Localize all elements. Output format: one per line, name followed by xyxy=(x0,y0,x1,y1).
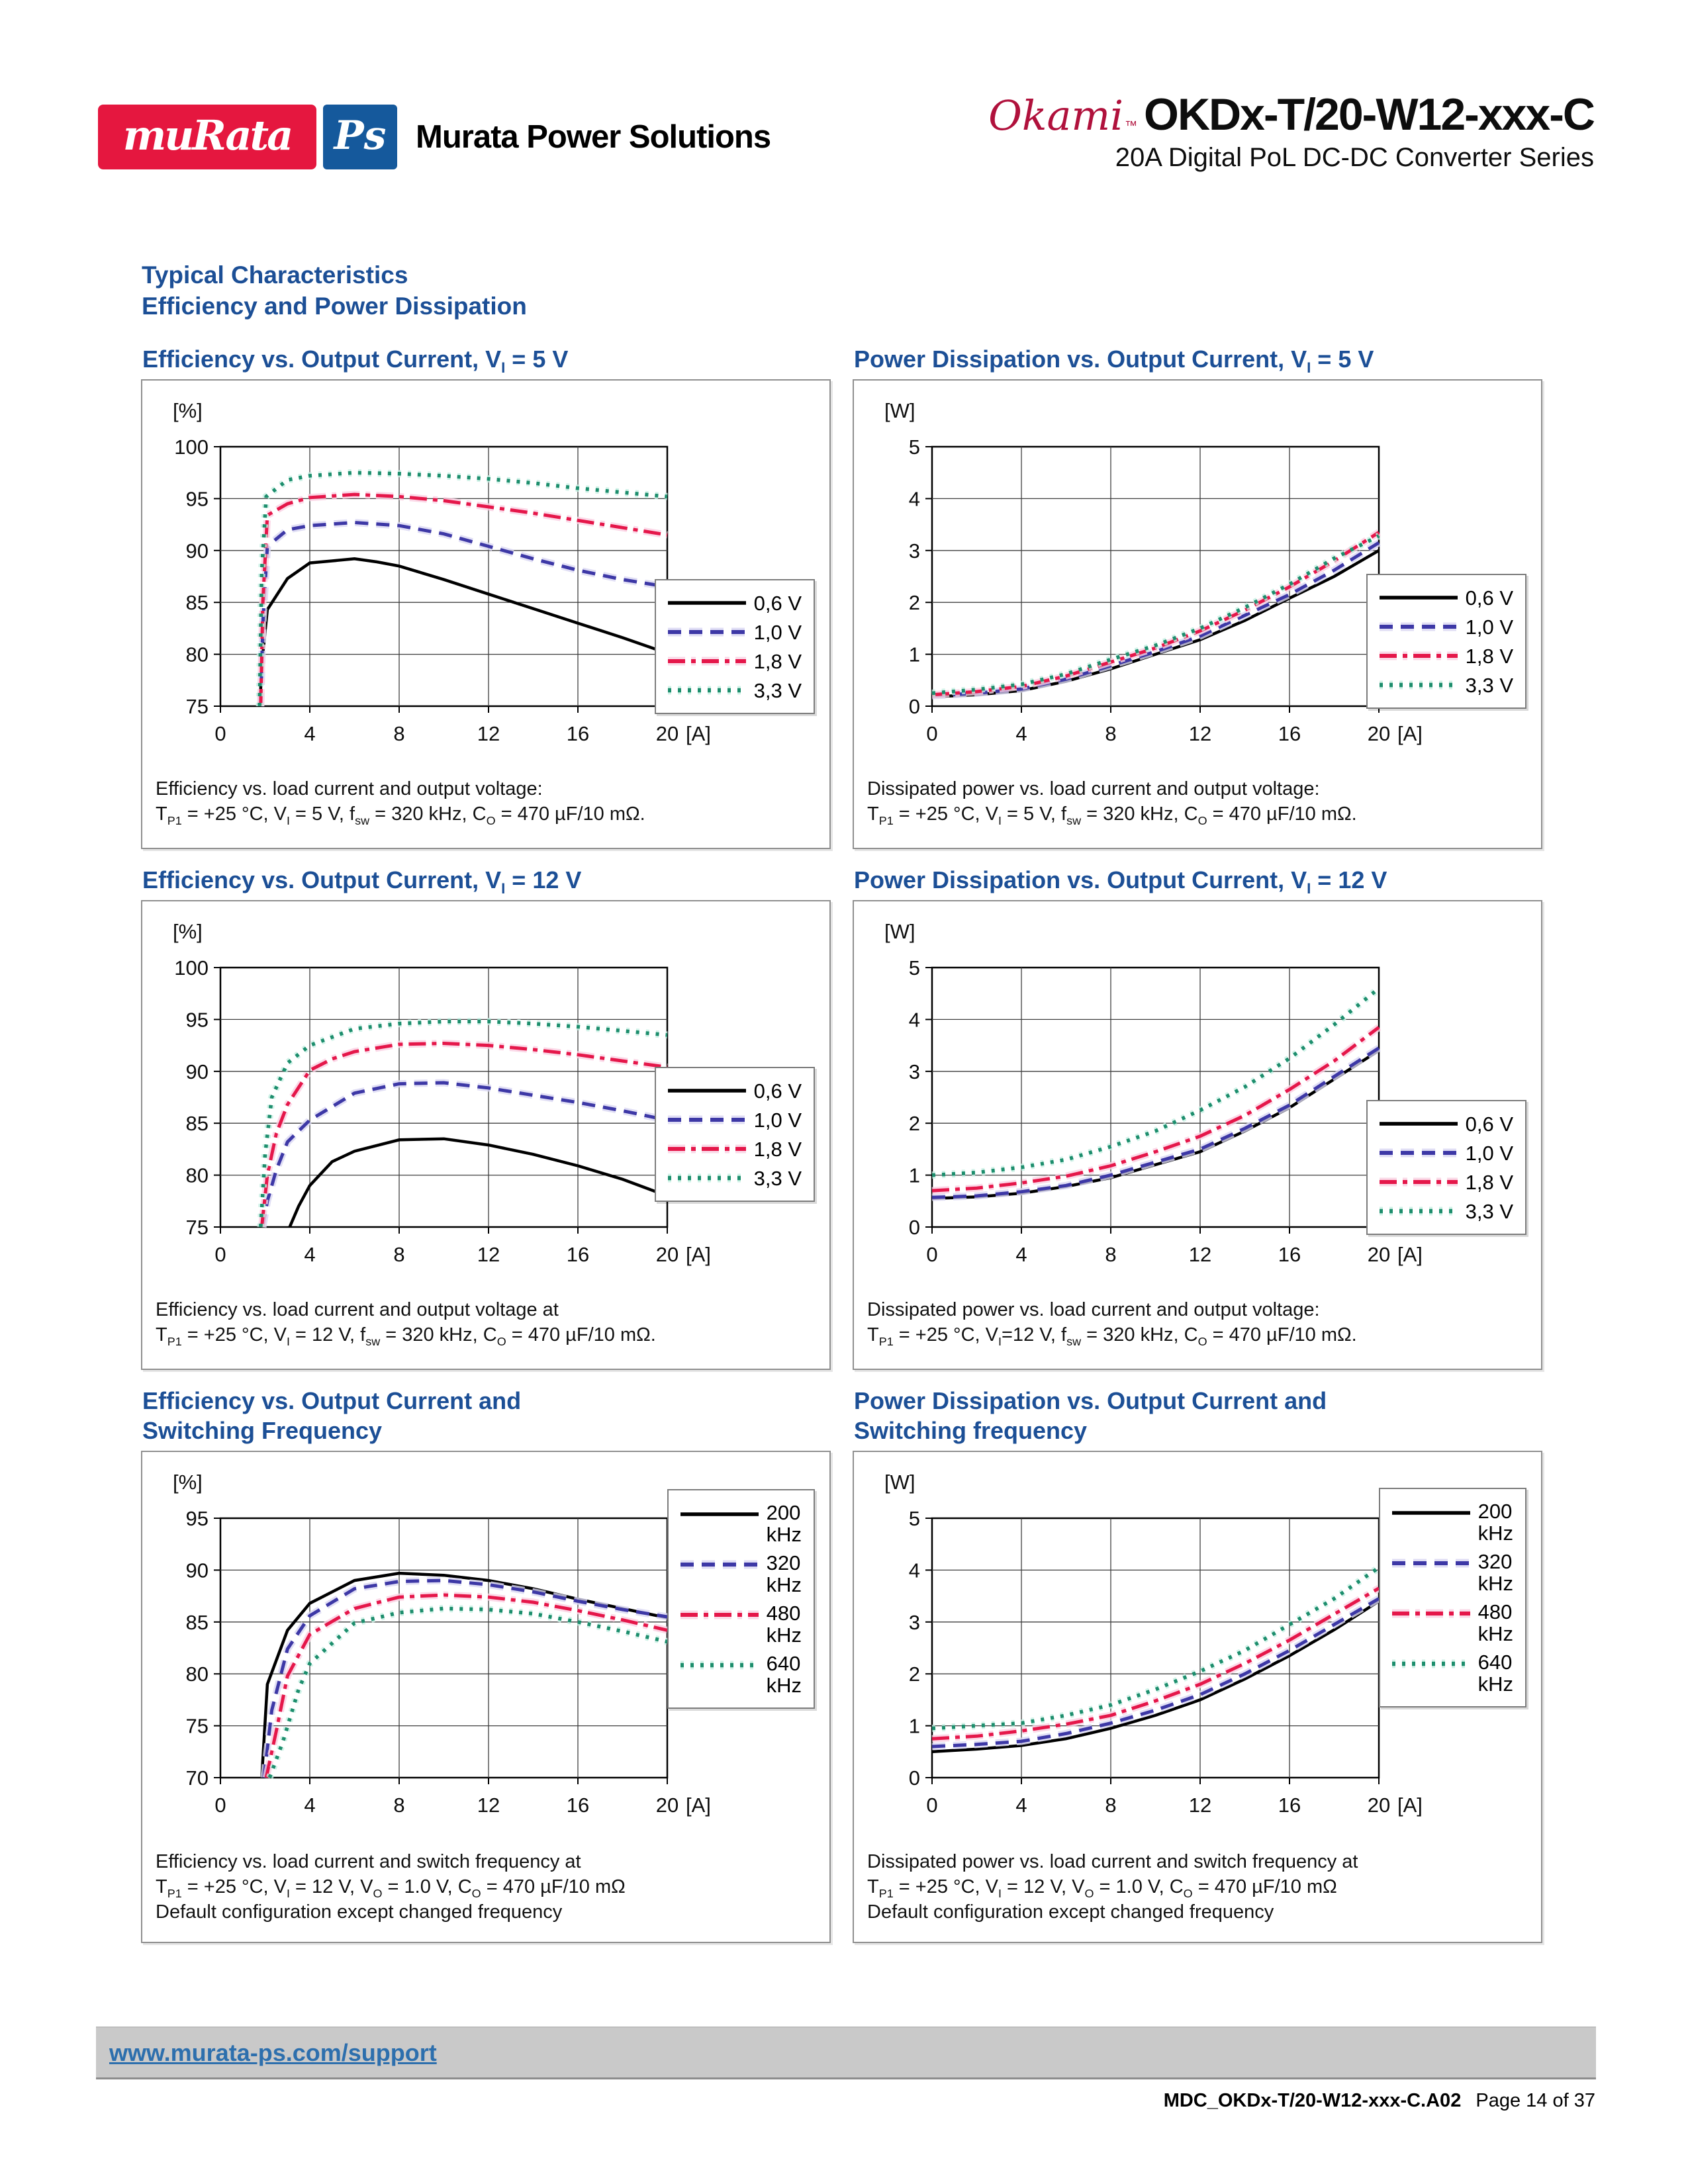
charts-grid xyxy=(141,344,1542,1943)
series-line xyxy=(290,1139,667,1227)
svg-text:20: 20 xyxy=(1367,1794,1391,1817)
chart-title: Power Dissipation vs. Output Current, $V_I = 5$ V xyxy=(854,345,1374,377)
series-halo xyxy=(932,543,1379,696)
legend-item xyxy=(1380,1109,1513,1138)
legend-item xyxy=(680,1552,802,1596)
chart-frame xyxy=(141,900,831,1370)
legend-label: 200 kHz xyxy=(1477,1500,1513,1545)
legend-sample-line xyxy=(668,1173,746,1183)
svg-text:4: 4 xyxy=(1015,1243,1027,1266)
legend-sample-line xyxy=(1392,1609,1470,1618)
legend-item xyxy=(1380,1138,1513,1167)
svg-text:0: 0 xyxy=(214,1794,226,1817)
legend-label: 3,3 V xyxy=(1465,673,1513,697)
svg-text:12: 12 xyxy=(1188,722,1212,745)
legend-sample-line xyxy=(680,1661,759,1670)
series-line xyxy=(932,1599,1379,1747)
svg-text:20: 20 xyxy=(655,1794,679,1817)
series-line xyxy=(259,473,667,706)
legend-item xyxy=(1380,670,1513,700)
svg-text:[W]: [W] xyxy=(884,920,915,943)
svg-text:85: 85 xyxy=(185,1610,209,1634)
chart-title: Efficiency vs. Output Current and Switching Frequency xyxy=(142,1387,522,1444)
legend-item xyxy=(668,676,802,705)
brand-name: Murata Power Solutions xyxy=(416,119,771,155)
svg-text:95: 95 xyxy=(185,487,209,511)
svg-text:12: 12 xyxy=(477,1794,500,1817)
legend-item xyxy=(668,1163,802,1193)
legend-sample-line xyxy=(668,1144,746,1154)
series-line xyxy=(932,1601,1379,1751)
legend-label: 0,6 V xyxy=(753,591,802,615)
legend-sample-line xyxy=(680,1560,759,1569)
svg-text:12: 12 xyxy=(477,722,500,745)
legend-sample-line xyxy=(1392,1508,1470,1518)
svg-text:16: 16 xyxy=(566,1243,590,1266)
series-halo xyxy=(261,1044,667,1228)
product-code: OKDx-T/20-W12-xxx-C xyxy=(1144,89,1594,140)
series-line xyxy=(261,1022,667,1228)
legend-item xyxy=(1392,1500,1513,1544)
chart-block xyxy=(141,344,831,849)
svg-text:8: 8 xyxy=(393,1794,405,1817)
legend-sample-line xyxy=(668,598,746,608)
legend-sample-line xyxy=(1380,680,1458,690)
svg-text:85: 85 xyxy=(185,1112,209,1136)
chart-legend xyxy=(667,1489,815,1709)
chart-title: Efficiency vs. Output Current, $V_I = 12$ V xyxy=(142,866,582,897)
svg-text:80: 80 xyxy=(185,1163,209,1187)
murata-logo xyxy=(98,105,316,169)
svg-text:80: 80 xyxy=(185,1662,209,1686)
legend-item xyxy=(668,1076,802,1105)
chart-title: Power Dissipation vs. Output Current, $V_I = 12$ V xyxy=(854,866,1387,897)
document-footer xyxy=(1164,2090,1595,2112)
legend-label: 480 kHz xyxy=(1477,1600,1513,1645)
svg-text:2: 2 xyxy=(908,1112,920,1136)
svg-text:[A]: [A] xyxy=(686,1243,711,1266)
legend-item xyxy=(1392,1601,1513,1645)
chart-title: Power Dissipation vs. Output Current and Switching frequency xyxy=(854,1387,1327,1444)
series-line xyxy=(932,543,1379,696)
legend-sample-line xyxy=(1380,1119,1458,1128)
chart-block xyxy=(141,865,831,1370)
chart-legend xyxy=(1379,1488,1526,1707)
svg-text:1: 1 xyxy=(908,643,920,666)
legend-item xyxy=(1392,1551,1513,1594)
svg-text:3: 3 xyxy=(908,539,920,563)
legend-item xyxy=(668,617,802,647)
svg-text:[W]: [W] xyxy=(884,1471,915,1494)
legend-sample-line xyxy=(1380,593,1458,602)
legend-label: 200 kHz xyxy=(766,1501,802,1546)
svg-text:16: 16 xyxy=(1278,722,1301,745)
series-line xyxy=(932,1050,1379,1199)
trademark-symbol: ™ xyxy=(1125,119,1138,133)
svg-text:12: 12 xyxy=(1188,1794,1212,1817)
legend-sample-line xyxy=(1380,1206,1458,1216)
chart-frame xyxy=(141,1451,831,1943)
legend-sample-line xyxy=(668,627,746,637)
legend-item xyxy=(1380,583,1513,612)
product-subtitle: 20A Digital PoL DC-DC Converter Series xyxy=(1115,143,1594,172)
svg-text:2: 2 xyxy=(908,591,920,615)
legend-sample-line xyxy=(1380,1177,1458,1187)
svg-text:[%]: [%] xyxy=(173,1471,203,1494)
chart-block xyxy=(141,1386,831,1943)
legend-item xyxy=(1380,612,1513,641)
series-halo xyxy=(261,523,667,707)
svg-text:0: 0 xyxy=(926,1243,938,1266)
legend-item xyxy=(1380,1167,1513,1197)
svg-text:12: 12 xyxy=(477,1243,500,1266)
svg-text:90: 90 xyxy=(185,539,209,563)
series-line xyxy=(932,532,1379,694)
legend-sample-line xyxy=(1392,1559,1470,1568)
chart-frame xyxy=(853,379,1542,849)
chart-title: Efficiency vs. Output Current, $V_I = 5$ V xyxy=(142,345,569,377)
legend-label: 1,8 V xyxy=(1465,1170,1513,1194)
product-header xyxy=(988,89,1594,173)
legend-label: 320 kHz xyxy=(766,1551,802,1596)
svg-text:0: 0 xyxy=(926,722,938,745)
chart-caption: Dissipated power vs. load current and output voltage: $T_{P1} = +25$ °C, $V_I=12$ V, $f_{sw} = 320$ kHz, $C_O = 470$ µF/10 mΩ. xyxy=(867,1299,1357,1348)
support-link[interactable]: www.murata-ps.com/support xyxy=(109,2038,437,2066)
footer-bar xyxy=(96,2026,1596,2079)
svg-text:0: 0 xyxy=(908,695,920,718)
series-line xyxy=(932,551,1379,697)
svg-text:16: 16 xyxy=(1278,1243,1301,1266)
series-halo xyxy=(259,473,667,706)
chart-frame xyxy=(141,379,831,849)
chart-caption: Efficiency vs. load current and output voltage: $T_{P1} = +25$ °C, $V_I = 5$ V, $f_{sw} = 320$ kHz, $C_O = 470$ µF/10 mΩ. xyxy=(156,778,645,827)
legend-item xyxy=(668,1105,802,1134)
chart-frame xyxy=(853,1451,1542,1943)
svg-text:[%]: [%] xyxy=(173,920,203,943)
svg-text:16: 16 xyxy=(1278,1794,1301,1817)
series-line xyxy=(269,1608,667,1778)
series-line xyxy=(259,559,667,706)
ps-logo-text: Ps xyxy=(334,113,387,159)
section-heading-line1: Typical Characteristics xyxy=(142,261,408,289)
series-halo xyxy=(932,988,1379,1175)
series-halo xyxy=(932,532,1379,694)
legend-label: 0,6 V xyxy=(1465,586,1513,610)
svg-text:75: 75 xyxy=(185,1714,209,1738)
chart-frame xyxy=(853,900,1542,1370)
legend-label: 640 kHz xyxy=(1477,1651,1513,1696)
legend-sample-line xyxy=(1392,1659,1470,1668)
legend-label: 1,0 V xyxy=(753,620,802,644)
legend-item xyxy=(668,1134,802,1163)
svg-text:5: 5 xyxy=(908,956,920,979)
legend-label: 0,6 V xyxy=(753,1079,802,1103)
svg-text:3: 3 xyxy=(908,1610,920,1634)
svg-text:75: 75 xyxy=(185,1216,209,1239)
legend-item xyxy=(1380,641,1513,670)
series-halo xyxy=(269,1608,667,1778)
svg-text:0: 0 xyxy=(214,722,226,745)
legend-item xyxy=(680,1602,802,1646)
svg-text:1: 1 xyxy=(908,1714,920,1738)
svg-text:4: 4 xyxy=(908,1008,920,1032)
legend-item xyxy=(680,1502,802,1545)
svg-text:80: 80 xyxy=(185,643,209,666)
svg-text:8: 8 xyxy=(393,722,405,745)
svg-text:8: 8 xyxy=(393,1243,405,1266)
chart-caption: Efficiency vs. load current and switch frequency at $T_{P1} = +25$ °C, $V_I = 12$ V, $V_O = 1.0$ V, $C_O = 470$ µF/10 mΩ Default configuration except changed frequency xyxy=(156,1851,626,1923)
legend-sample-line xyxy=(1380,651,1458,660)
svg-text:20: 20 xyxy=(1367,722,1391,745)
legend-item xyxy=(680,1653,802,1696)
svg-text:5: 5 xyxy=(908,435,920,459)
legend-item xyxy=(1380,1197,1513,1226)
svg-text:4: 4 xyxy=(304,722,316,745)
doc-number: MDC_OKDx-T/20-W12-xxx-C.A02 xyxy=(1163,2090,1462,2111)
svg-text:90: 90 xyxy=(185,1559,209,1582)
svg-text:5: 5 xyxy=(908,1507,920,1530)
svg-text:4: 4 xyxy=(1015,722,1027,745)
svg-text:2: 2 xyxy=(908,1662,920,1686)
svg-text:8: 8 xyxy=(1105,1794,1117,1817)
svg-text:90: 90 xyxy=(185,1060,209,1083)
series-halo xyxy=(263,1083,667,1227)
svg-text:[A]: [A] xyxy=(1397,1243,1423,1266)
svg-text:20: 20 xyxy=(655,1243,679,1266)
chart-caption: Dissipated power vs. load current and output voltage: $T_{P1} = +25$ °C, $V_I = 5$ V, $f_{sw} = 320$ kHz, $C_O = 470$ µF/10 mΩ. xyxy=(867,778,1357,827)
legend-sample-line xyxy=(680,1610,759,1619)
svg-text:0: 0 xyxy=(908,1766,920,1790)
series-line xyxy=(932,988,1379,1175)
ps-logo xyxy=(323,105,397,169)
series-halo xyxy=(932,536,1379,694)
chart-legend xyxy=(1366,574,1526,709)
chart-legend xyxy=(1366,1100,1526,1235)
legend-label: 480 kHz xyxy=(766,1602,802,1647)
series-halo xyxy=(932,1599,1379,1747)
svg-text:4: 4 xyxy=(304,1243,316,1266)
legend-sample-line xyxy=(1380,1148,1458,1158)
svg-text:75: 75 xyxy=(185,695,209,718)
legend-label: 1,8 V xyxy=(1465,644,1513,668)
legend-item xyxy=(1392,1651,1513,1695)
legend-label: 3,3 V xyxy=(1465,1199,1513,1223)
page-indicator: Page 14 of 37 xyxy=(1476,2090,1595,2111)
svg-text:100: 100 xyxy=(174,435,209,459)
svg-text:0: 0 xyxy=(214,1243,226,1266)
svg-text:[A]: [A] xyxy=(1397,722,1423,745)
svg-text:12: 12 xyxy=(1188,1243,1212,1266)
svg-text:100: 100 xyxy=(174,956,209,979)
legend-sample-line xyxy=(668,1086,746,1095)
svg-text:8: 8 xyxy=(1105,722,1117,745)
svg-text:95: 95 xyxy=(185,1008,209,1032)
section-heading xyxy=(142,259,527,322)
product-title-line xyxy=(988,89,1594,140)
legend-label: 3,3 V xyxy=(753,1166,802,1190)
legend-label: 3,3 V xyxy=(753,678,802,702)
okami-logo: Okami xyxy=(988,91,1124,140)
svg-text:[A]: [A] xyxy=(686,722,711,745)
legend-label: 1,8 V xyxy=(753,649,802,673)
legend-sample-line xyxy=(1380,622,1458,631)
chart-block xyxy=(853,344,1542,849)
series-line xyxy=(261,1044,667,1228)
chart-legend xyxy=(655,579,815,714)
chart-caption: Efficiency vs. load current and output voltage at $T_{P1} = +25$ °C, $V_I = 12$ V, $f_{sw} = 320$ kHz, $C_O = 470$ µF/10 mΩ. xyxy=(156,1299,656,1348)
header-logos xyxy=(98,105,771,169)
chart-block xyxy=(853,1386,1542,1943)
svg-text:70: 70 xyxy=(185,1766,209,1790)
legend-sample-line xyxy=(668,657,746,666)
murata-logo-text: muRata xyxy=(122,111,292,159)
svg-text:4: 4 xyxy=(304,1794,316,1817)
legend-sample-line xyxy=(680,1510,759,1519)
svg-text:20: 20 xyxy=(655,722,679,745)
svg-text:0: 0 xyxy=(926,1794,938,1817)
svg-text:95: 95 xyxy=(185,1507,209,1530)
svg-text:[A]: [A] xyxy=(1397,1794,1423,1817)
legend-label: 320 kHz xyxy=(1477,1550,1513,1595)
legend-item xyxy=(668,588,802,617)
chart-block xyxy=(853,865,1542,1370)
legend-sample-line xyxy=(668,1115,746,1124)
svg-text:4: 4 xyxy=(908,1559,920,1582)
chart-caption: Dissipated power vs. load current and switch frequency at $T_{P1} = +25$ °C, $V_I = 12$ V, $V_O = 1.0$ V, $C_O = 470$ µF/10 mΩ Default configuration except changed frequency xyxy=(867,1851,1358,1923)
series-halo xyxy=(261,1022,667,1228)
svg-text:[A]: [A] xyxy=(686,1794,711,1817)
svg-text:1: 1 xyxy=(908,1163,920,1187)
svg-text:[W]: [W] xyxy=(884,399,915,422)
legend-label: 0,6 V xyxy=(1465,1112,1513,1136)
series-halo xyxy=(264,1580,667,1778)
chart-legend xyxy=(655,1067,815,1202)
svg-text:16: 16 xyxy=(566,722,590,745)
series-line xyxy=(261,523,667,707)
svg-text:16: 16 xyxy=(566,1794,590,1817)
legend-sample-line xyxy=(668,686,746,695)
svg-text:[%]: [%] xyxy=(173,399,203,422)
series-line xyxy=(932,536,1379,694)
legend-label: 1,8 V xyxy=(753,1137,802,1161)
legend-label: 1,0 V xyxy=(1465,1141,1513,1165)
section-heading-line2: Efficiency and Power Dissipation xyxy=(142,293,527,320)
svg-text:20: 20 xyxy=(1367,1243,1391,1266)
svg-text:4: 4 xyxy=(1015,1794,1027,1817)
legend-label: 1,0 V xyxy=(1465,615,1513,639)
legend-label: 1,0 V xyxy=(753,1108,802,1132)
svg-text:85: 85 xyxy=(185,591,209,615)
legend-label: 640 kHz xyxy=(766,1652,802,1697)
svg-text:0: 0 xyxy=(908,1216,920,1239)
svg-text:4: 4 xyxy=(908,487,920,511)
legend-item xyxy=(668,647,802,676)
svg-text:8: 8 xyxy=(1105,1243,1117,1266)
svg-text:3: 3 xyxy=(908,1060,920,1083)
